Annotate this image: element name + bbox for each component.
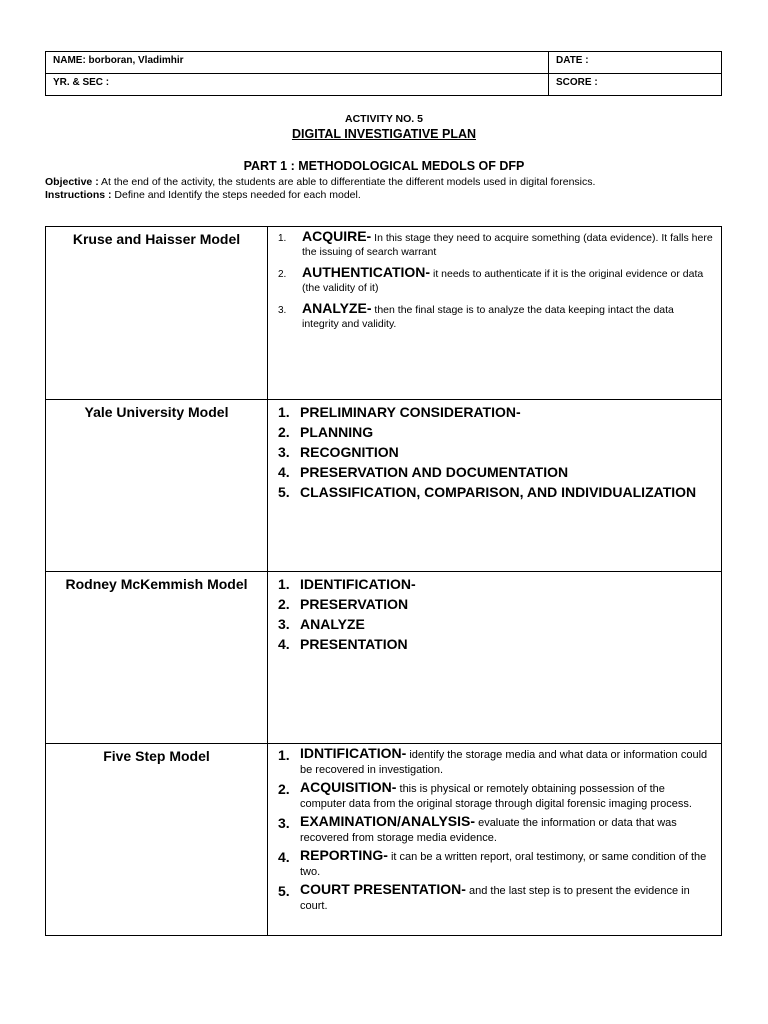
step-number: 2. [278, 596, 290, 612]
step-number: 3. [278, 815, 290, 831]
step-item [278, 422, 713, 442]
header-table [45, 51, 722, 96]
step-item [278, 780, 713, 811]
step-term: CLASSIFICATION, COMPARISON, AND INDIVIDUALIZATION [300, 484, 697, 500]
step-term: IDENTIFICATION- [300, 576, 416, 592]
steps-list [278, 402, 713, 502]
step-term: ACQUIRE- [302, 228, 372, 244]
step-desc: this is physical or remotely obtaining possession of the computer data from the original storage through digital forensic imaging process. [300, 783, 692, 810]
name-cell: NAME: borboran, Vladimhir [46, 52, 549, 74]
step-number: 5. [278, 484, 290, 500]
model-steps [268, 227, 722, 400]
step-item [278, 462, 713, 482]
model-steps [268, 572, 722, 744]
step-number: 4. [278, 849, 290, 865]
model-name: Yale University Model [46, 400, 268, 572]
instructions-label: Instructions : [45, 189, 112, 201]
model-row-yale [46, 400, 722, 572]
steps-list [278, 574, 713, 654]
step-item [278, 402, 713, 422]
title-block [0, 112, 768, 173]
step-item [278, 746, 713, 777]
score-cell: SCORE : [549, 74, 722, 96]
step-item [278, 574, 713, 594]
step-number: 1. [278, 747, 290, 763]
instructions-text: Define and Identify the steps needed for each model. [111, 189, 361, 201]
step-term: REPORTING- [300, 847, 388, 863]
step-item [278, 301, 713, 331]
step-desc: identify the storage media and what data or information could be recovered in investigation. [300, 749, 708, 776]
step-desc: it can be a written report, oral testimony, or same condition of the two. [300, 851, 707, 878]
step-desc: then the final stage is to analyze the data keeping intact the data integrity and validity. [302, 304, 674, 330]
step-item [278, 614, 713, 634]
step-term: ANALYZE [300, 616, 365, 632]
model-name: Rodney McKemmish Model [46, 572, 268, 744]
step-item [278, 265, 713, 295]
step-term: PRESERVATION [300, 596, 409, 612]
step-term: IDNTIFICATION- [300, 745, 407, 761]
step-term: PRESERVATION AND DOCUMENTATION [300, 464, 569, 480]
instructions-line [45, 189, 735, 202]
part-title: PART 1 : METHODOLOGICAL MEDOLS OF DFP [243, 159, 525, 173]
date-cell: DATE : [549, 52, 722, 74]
step-term: PRELIMINARY CONSIDERATION- [300, 404, 521, 420]
step-number: 3. [278, 616, 290, 632]
step-number: 1. [278, 576, 290, 592]
step-item [278, 634, 713, 654]
step-item [278, 848, 713, 879]
objective-instructions [45, 176, 735, 202]
models-table [45, 226, 722, 936]
step-item [278, 814, 713, 845]
objective-text: At the end of the activity, the students are able to differentiate the different models used in digital forensics. [98, 176, 596, 188]
model-name: Five Step Model [46, 744, 268, 936]
step-term: PRESENTATION [300, 636, 408, 652]
step-item [278, 594, 713, 614]
step-number: 3. [278, 444, 290, 460]
step-number: 3. [278, 305, 287, 316]
step-number: 1. [278, 404, 290, 420]
objective-label: Objective : [45, 176, 99, 188]
step-number: 2. [278, 424, 290, 440]
step-term: PLANNING [300, 424, 374, 440]
step-term: RECOGNITION [300, 444, 399, 460]
step-item [278, 882, 713, 913]
step-term: AUTHENTICATION- [302, 264, 431, 280]
model-steps [268, 744, 722, 936]
steps-list [278, 229, 713, 331]
model-steps [268, 400, 722, 572]
step-number: 4. [278, 636, 290, 652]
step-item [278, 442, 713, 462]
step-number: 1. [278, 233, 287, 244]
yr-sec-cell: YR. & SEC : [46, 74, 549, 96]
step-desc: it needs to authenticate if it is the original evidence or data (the validity of it) [302, 268, 704, 294]
step-desc: evaluate the information or data that was recovered from storage media evidence. [300, 817, 677, 844]
step-item [278, 482, 713, 502]
model-name: Kruse and Haisser Model [46, 227, 268, 400]
model-row-five-step [46, 744, 722, 936]
step-desc: In this stage they need to acquire something (data evidence). It falls here the issuing of search warrant [302, 232, 713, 258]
model-row-kruse [46, 227, 722, 400]
plan-title: DIGITAL INVESTIGATIVE PLAN [291, 127, 477, 141]
step-term: COURT PRESENTATION- [300, 881, 466, 897]
model-row-mckemmish [46, 572, 722, 744]
step-term: ACQUISITION- [300, 779, 397, 795]
activity-number: ACTIVITY NO. 5 [345, 113, 423, 125]
steps-list [278, 746, 713, 913]
step-number: 5. [278, 883, 290, 899]
objective-line [45, 176, 735, 189]
step-number: 2. [278, 781, 290, 797]
step-number: 4. [278, 464, 290, 480]
step-term: ANALYZE- [302, 300, 372, 316]
step-desc: and the last step is to present the evidence in court. [300, 885, 690, 912]
step-term: EXAMINATION/ANALYSIS- [300, 813, 476, 829]
step-item [278, 229, 713, 259]
step-number: 2. [278, 269, 287, 280]
